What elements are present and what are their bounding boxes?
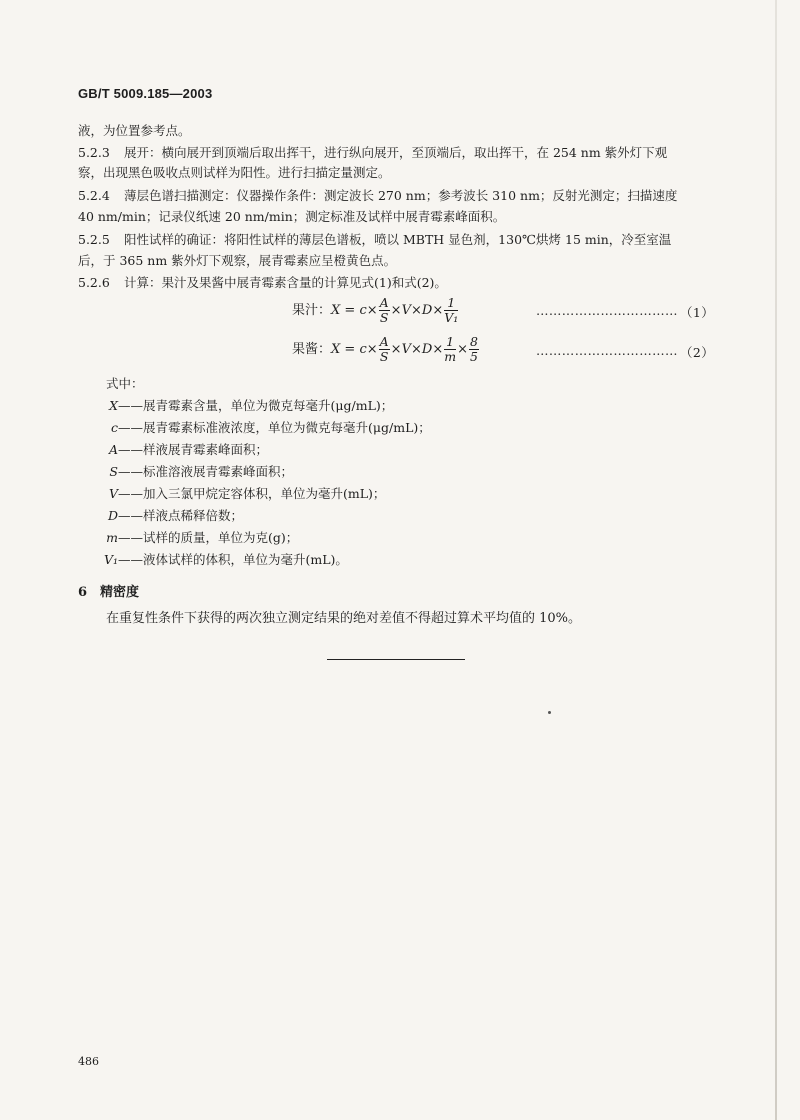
formula-1-leader-dots: …………………………… <box>536 303 678 318</box>
definition-item <box>100 484 385 502</box>
definition-item <box>100 418 431 436</box>
definition-text: ——展青霉素含量，单位为微克每毫升(μg/mL)； <box>118 398 394 413</box>
times-sign: × <box>390 342 402 357</box>
fraction-numerator: 8 <box>469 334 478 349</box>
definition-text: ——展青霉素标准液浓度，单位为微克每毫升(μg/mL)； <box>118 420 431 435</box>
definition-symbol: V <box>108 486 118 501</box>
formula-2 <box>292 335 480 364</box>
fraction-numerator: 1 <box>444 296 458 311</box>
definition-item <box>100 550 348 568</box>
page-number: 486 <box>78 1055 99 1068</box>
definition-symbol: m <box>106 530 118 545</box>
clause-text: 计算：果汁及果酱中展青霉素含量的计算见式(1)和式(2)。 <box>124 275 447 290</box>
fraction-denominator: V₁ <box>444 310 459 325</box>
formula-equals: = <box>340 342 360 357</box>
formula-1 <box>292 296 459 325</box>
clause-number: 5.2.4 <box>78 188 110 203</box>
fraction-numerator: A <box>379 295 389 310</box>
formula-lhs: X <box>331 303 341 318</box>
fraction-numerator: A <box>379 334 389 349</box>
fraction-1-over-m <box>444 335 456 364</box>
definition-symbol: X <box>109 398 118 413</box>
scan-speck <box>548 711 551 714</box>
formula-c: c <box>359 342 367 357</box>
section-6-heading <box>78 581 139 600</box>
clause-number: 5.2.3 <box>78 145 110 160</box>
times-sign: × <box>432 303 444 318</box>
formula-prefix: 果酱： <box>292 342 332 357</box>
clause-5-2-4-line2: 40 nm/min；记录仪纸速 20 nm/min；测定标准及试样中展青霉素峰面积。 <box>78 209 506 224</box>
section-title: 精密度 <box>100 585 140 600</box>
where-label: 式中： <box>106 376 144 391</box>
times-sign: × <box>410 303 422 318</box>
definition-item <box>100 506 243 524</box>
formula-d: D <box>421 342 433 357</box>
end-rule <box>327 659 465 660</box>
definition-text: ——标准溶液展青霉素峰面积； <box>118 464 294 479</box>
definition-text: ——加入三氯甲烷定容体积，单位为毫升(mL)； <box>118 486 386 501</box>
section-number: 6 <box>78 585 88 600</box>
continued-line: 液，为位置参考点。 <box>78 123 191 138</box>
clause-5-2-4-line1 <box>78 186 677 206</box>
clause-5-2-6-line1 <box>78 273 447 293</box>
clause-text: 展开：横向展开到顶端后取出挥干，进行纵向展开，至顶端后，取出挥干，在 254 nm 紫外灯下观 <box>124 145 668 160</box>
fraction-denominator: S <box>379 310 389 325</box>
times-sign: × <box>390 303 402 318</box>
definition-text: ——试样的质量，单位为克(g)； <box>118 530 299 545</box>
times-sign: × <box>366 342 378 357</box>
fraction-denominator: 5 <box>469 349 478 364</box>
fraction-denominator: m <box>444 349 457 364</box>
definition-symbol: D <box>107 508 118 523</box>
times-sign: × <box>366 303 378 318</box>
times-sign: × <box>410 342 422 357</box>
clause-text: 阳性试样的确证：将阳性试样的薄层色谱板，喷以 MBTH 显色剂，130℃烘烤 15 min，冷至室温 <box>124 232 672 247</box>
definition-item <box>100 528 298 546</box>
scan-edge-shadow <box>775 0 777 1120</box>
fraction-a-over-s <box>379 335 390 364</box>
clause-number: 5.2.5 <box>78 232 110 247</box>
times-sign: × <box>457 342 468 357</box>
definition-item <box>100 396 393 414</box>
clause-5-2-5-line2: 后，于 365 nm 紫外灯下观察，展青霉素应呈橙黄色点。 <box>78 253 397 268</box>
definition-symbol: S <box>109 464 118 479</box>
definition-symbol: c <box>110 420 118 435</box>
definition-text: ——样液点稀释倍数； <box>118 508 244 523</box>
fraction-denominator: S <box>379 349 389 364</box>
clause-number: 5.2.6 <box>78 275 110 290</box>
formula-2-label: （2） <box>680 345 715 360</box>
clause-5-2-3-line2: 察，出现黑色吸收点则试样为阳性。进行扫描定量测定。 <box>78 165 391 180</box>
formula-d: D <box>421 303 433 318</box>
precision-statement: 在重复性条件下获得的两次独立测定结果的绝对差值不得超过算术平均值的 10%。 <box>106 611 582 626</box>
formula-v: V <box>401 342 411 357</box>
clause-5-2-5-line1 <box>78 230 671 250</box>
fraction-a-over-s <box>379 296 390 325</box>
formula-prefix: 果汁： <box>292 303 332 318</box>
definition-symbol: A <box>108 442 118 457</box>
definition-text: ——样液展青霉素峰面积； <box>118 442 269 457</box>
formula-lhs: X <box>331 342 341 357</box>
formula-equals: = <box>340 303 360 318</box>
definition-item <box>100 440 268 458</box>
fraction-8-over-5 <box>469 335 479 364</box>
definition-item <box>100 462 293 480</box>
formula-c: c <box>359 303 367 318</box>
fraction-numerator: 1 <box>446 334 455 349</box>
clause-5-2-3-line1 <box>78 143 667 163</box>
formula-v: V <box>401 303 411 318</box>
standard-number-header: GB/T 5009.185—2003 <box>78 86 213 101</box>
fraction-1-over-v1 <box>444 296 458 325</box>
definition-text: ——液体试样的体积，单位为毫升(mL)。 <box>118 552 348 567</box>
times-sign: × <box>432 342 444 357</box>
formula-2-leader-dots: …………………………… <box>536 343 678 358</box>
clause-text: 薄层色谱扫描测定：仪器操作条件：测定波长 270 nm；参考波长 310 nm；反射光测定；扫描速度 <box>124 188 678 203</box>
definition-symbol: V₁ <box>103 552 118 567</box>
formula-1-label: （1） <box>680 305 715 320</box>
